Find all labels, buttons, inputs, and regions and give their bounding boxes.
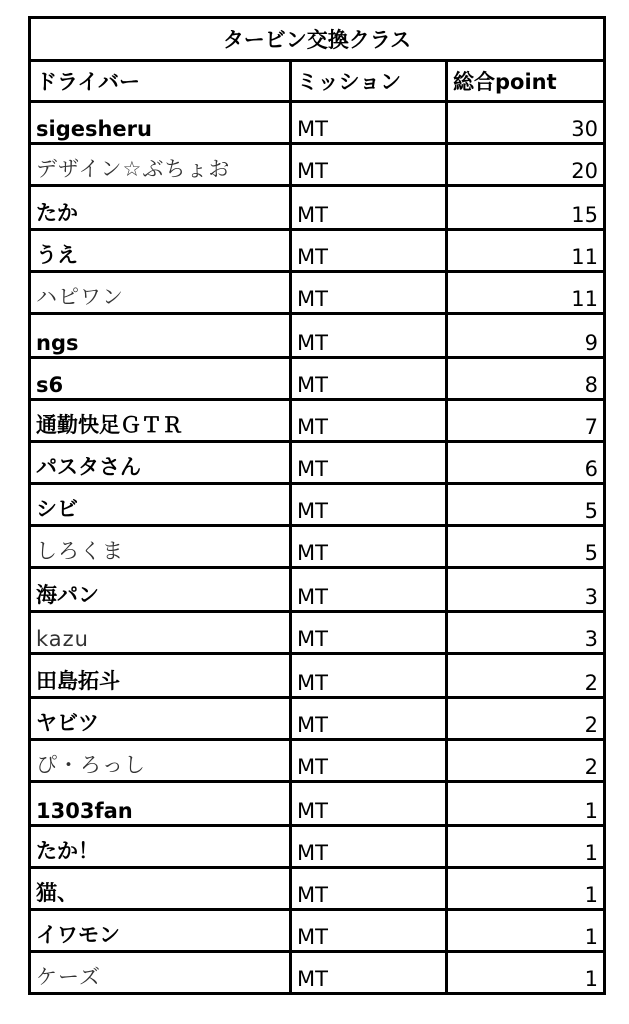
mission-cell: MT: [291, 442, 447, 484]
driver-cell: たか！: [30, 826, 291, 868]
mission-cell: MT: [291, 272, 447, 314]
table-row: [30, 442, 605, 484]
mission-cell: MT: [291, 740, 447, 782]
table-row: [30, 568, 605, 612]
driver-cell: デザイン☆ぶちょお: [30, 144, 291, 186]
mission-cell: MT: [291, 314, 447, 358]
driver-cell: s6: [30, 358, 291, 400]
mission-cell: MT: [291, 484, 447, 526]
header-mission: ミッション: [291, 61, 447, 102]
table-row: [30, 782, 605, 826]
mission-cell: MT: [291, 826, 447, 868]
driver-cell: sigesheru: [30, 102, 291, 144]
driver-cell: しろくま: [30, 526, 291, 568]
table-row: [30, 698, 605, 740]
table-row: [30, 654, 605, 698]
points-cell: 3: [447, 612, 605, 654]
mission-cell: MT: [291, 868, 447, 910]
table-row: [30, 358, 605, 400]
points-cell: 1: [447, 910, 605, 952]
table-title-row: [30, 18, 605, 61]
points-cell: 3: [447, 568, 605, 612]
mission-cell: MT: [291, 186, 447, 230]
mission-cell: MT: [291, 230, 447, 272]
table-body: [30, 102, 605, 994]
table-row: [30, 952, 605, 994]
points-cell: 2: [447, 698, 605, 740]
header-driver: ドライバー: [30, 61, 291, 102]
points-cell: 30: [447, 102, 605, 144]
points-cell: 5: [447, 526, 605, 568]
table-row: [30, 868, 605, 910]
points-cell: 1: [447, 826, 605, 868]
driver-cell: パスタさん: [30, 442, 291, 484]
driver-cell: 田島拓斗: [30, 654, 291, 698]
mission-cell: MT: [291, 952, 447, 994]
table-row: [30, 272, 605, 314]
points-cell: 1: [447, 952, 605, 994]
mission-cell: MT: [291, 782, 447, 826]
table-row: [30, 484, 605, 526]
points-cell: 1: [447, 782, 605, 826]
table-row: [30, 526, 605, 568]
mission-cell: MT: [291, 698, 447, 740]
table-row: [30, 910, 605, 952]
driver-cell: ケーズ: [30, 952, 291, 994]
mission-cell: MT: [291, 400, 447, 442]
points-cell: 20: [447, 144, 605, 186]
points-cell: 7: [447, 400, 605, 442]
driver-cell: ハピワン: [30, 272, 291, 314]
driver-cell: シビ: [30, 484, 291, 526]
table-row: [30, 314, 605, 358]
table-row: [30, 102, 605, 144]
mission-cell: MT: [291, 358, 447, 400]
mission-cell: MT: [291, 654, 447, 698]
mission-cell: MT: [291, 526, 447, 568]
table-row: [30, 740, 605, 782]
header-points: 総合point: [447, 61, 605, 102]
mission-cell: MT: [291, 612, 447, 654]
driver-cell: ヤビツ: [30, 698, 291, 740]
points-cell: 5: [447, 484, 605, 526]
points-cell: 2: [447, 740, 605, 782]
table-row: [30, 400, 605, 442]
table-row: [30, 230, 605, 272]
driver-cell: たか: [30, 186, 291, 230]
driver-cell: kazu: [30, 612, 291, 654]
table-row: [30, 144, 605, 186]
points-cell: 11: [447, 272, 605, 314]
points-cell: 11: [447, 230, 605, 272]
table-header-row: [30, 61, 605, 102]
table-row: [30, 612, 605, 654]
mission-cell: MT: [291, 568, 447, 612]
driver-cell: 通勤快足ＧＴＲ: [30, 400, 291, 442]
points-cell: 2: [447, 654, 605, 698]
driver-cell: 猫、: [30, 868, 291, 910]
table-row: [30, 826, 605, 868]
driver-cell: 1303fan: [30, 782, 291, 826]
driver-cell: イワモン: [30, 910, 291, 952]
driver-cell: ぴ・ろっし: [30, 740, 291, 782]
table-row: [30, 186, 605, 230]
points-cell: 9: [447, 314, 605, 358]
mission-cell: MT: [291, 144, 447, 186]
driver-cell: ngs: [30, 314, 291, 358]
ranking-table: [28, 16, 606, 995]
points-cell: 6: [447, 442, 605, 484]
points-cell: 15: [447, 186, 605, 230]
mission-cell: MT: [291, 102, 447, 144]
driver-cell: 海パン: [30, 568, 291, 612]
points-cell: 8: [447, 358, 605, 400]
driver-cell: うえ: [30, 230, 291, 272]
points-cell: 1: [447, 868, 605, 910]
table-title: タービン交換クラス: [30, 18, 605, 61]
mission-cell: MT: [291, 910, 447, 952]
